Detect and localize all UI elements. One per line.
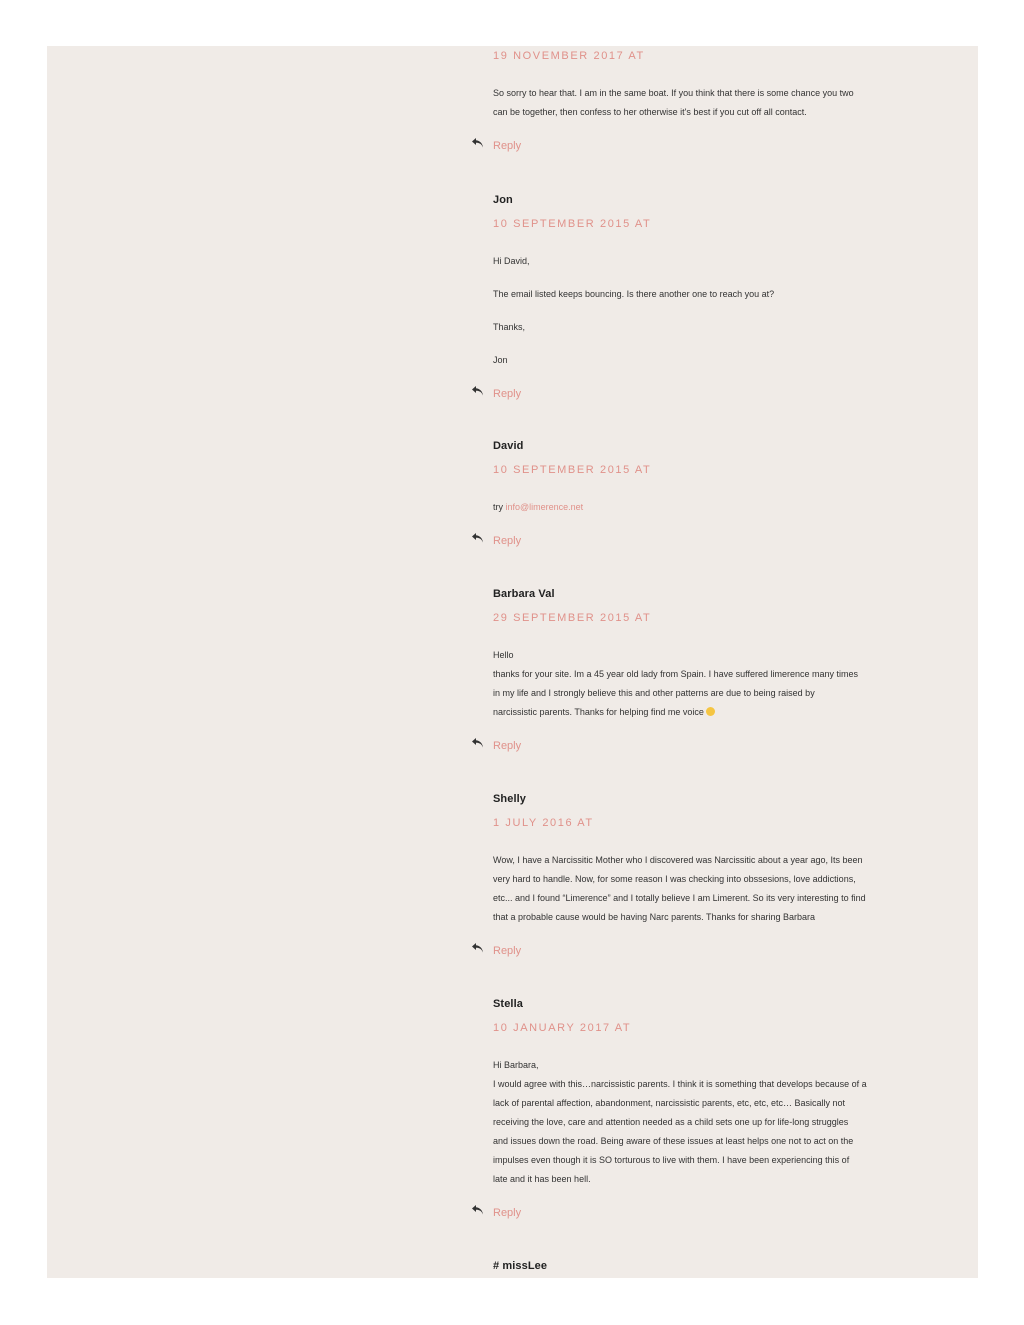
- comment-author: Barbara Val: [493, 588, 555, 600]
- reply-row: [493, 736, 913, 752]
- comment-date[interactable]: 10 SEPTEMBER 2015 AT: [493, 218, 652, 230]
- comment-date[interactable]: 19 NOVEMBER 2017 AT: [493, 50, 645, 62]
- comment-date[interactable]: 1 JULY 2016 AT: [493, 817, 594, 829]
- reply-row: [493, 941, 913, 957]
- reply-link[interactable]: Reply: [493, 140, 522, 152]
- comment-line: impulses even though it is SO torturous to live with them. I have been experiencing this of: [493, 1155, 850, 1165]
- comment-date[interactable]: 10 SEPTEMBER 2015 AT: [493, 464, 652, 476]
- comment-author: Shelly: [493, 793, 527, 805]
- comments-panel: [47, 46, 978, 1278]
- reply-row: [493, 531, 913, 547]
- reply-link[interactable]: Reply: [493, 1207, 522, 1219]
- comment-date[interactable]: 29 SEPTEMBER 2015 AT: [493, 612, 652, 624]
- comment-body: [493, 1056, 913, 1189]
- comment-body: [493, 84, 913, 122]
- comment-line: The email listed keeps bouncing. Is there another one to reach you at?: [493, 289, 775, 299]
- comment-line: etc... and I found “Limerence” and I totally believe I am Limerent. So its very interesting to find: [493, 893, 866, 903]
- comment-item: [493, 193, 913, 400]
- comment-item: [493, 439, 913, 547]
- reply-row: [493, 136, 913, 152]
- comment-line: So sorry to hear that. I am in the same boat. If you think that there is some chance you two: [493, 88, 854, 98]
- comment-line: Wow, I have a Narcissitic Mother who I discovered was Narcissitic about a year ago, Its been: [493, 855, 863, 865]
- comment-line: that a probable cause would be having Narc parents. Thanks for sharing Barbara: [493, 912, 816, 922]
- reply-link[interactable]: Reply: [493, 535, 522, 547]
- comment-author: Stella: [493, 998, 523, 1010]
- comment-item: [493, 49, 913, 152]
- comment-line: and issues down the road. Being aware of these issues at least helps one not to act on the: [493, 1136, 854, 1146]
- comment-line: late and it has been hell.: [493, 1174, 591, 1184]
- comment-text: try: [493, 502, 506, 512]
- comment-author: # missLee: [493, 1260, 548, 1272]
- comment-line: thanks for your site. Im a 45 year old lady from Spain. I have suffered limerence many times: [493, 669, 859, 679]
- reply-row: [493, 384, 913, 400]
- comment-date[interactable]: 10 JANUARY 2017 AT: [493, 1022, 632, 1034]
- reply-row: [493, 1203, 913, 1219]
- comment-body: [493, 646, 913, 722]
- comment-line: Hi Barbara,: [493, 1060, 539, 1070]
- comment-item: [493, 997, 913, 1219]
- comment-item: [493, 792, 913, 957]
- comment-line: receiving the love, care and attention needed as a child sets one up for life-long struggles: [493, 1117, 849, 1127]
- comment-item: [493, 1259, 913, 1273]
- reply-arrow-icon[interactable]: [471, 1203, 485, 1217]
- comment-body: [493, 851, 913, 927]
- reply-link[interactable]: Reply: [493, 388, 522, 400]
- comment-author: Jon: [493, 194, 513, 206]
- reply-link[interactable]: Reply: [493, 945, 522, 957]
- reply-arrow-icon[interactable]: [471, 384, 485, 398]
- comment-line: can be together, then confess to her otherwise it's best if you cut off all contact.: [493, 107, 807, 117]
- comment-body: [493, 252, 913, 370]
- comment-line: Thanks,: [493, 322, 526, 332]
- comment-line: lack of parental affection, abandonment, narcissistic parents, etc, etc, etc… Basically not: [493, 1098, 846, 1108]
- email-link[interactable]: info@limerence.net: [505, 502, 584, 512]
- comment-line: Jon: [493, 355, 508, 365]
- comment-line: Hello: [493, 650, 514, 660]
- reply-arrow-icon[interactable]: [471, 136, 485, 150]
- reply-link[interactable]: Reply: [493, 740, 522, 752]
- reply-arrow-icon[interactable]: [471, 941, 485, 955]
- comment-line-with-emoji: [493, 703, 913, 722]
- comment-line: narcissistic parents. Thanks for helping find me voice: [493, 707, 704, 717]
- reply-arrow-icon[interactable]: [471, 736, 485, 750]
- comment-line: I would agree with this…narcissistic parents. I think it is something that develops because of a: [493, 1079, 867, 1089]
- comment-line: in my life and I strongly believe this and other patterns are due to being raised by: [493, 688, 815, 698]
- comment-body: [493, 498, 913, 517]
- comment-author: David: [493, 440, 524, 452]
- smiley-emoji-icon: [706, 707, 715, 716]
- comment-line: Hi David,: [493, 256, 530, 266]
- comment-item: [493, 587, 913, 752]
- reply-arrow-icon[interactable]: [471, 531, 485, 545]
- comment-line: very hard to handle. Now, for some reason I was checking into obssesions, love addictions,: [493, 874, 856, 884]
